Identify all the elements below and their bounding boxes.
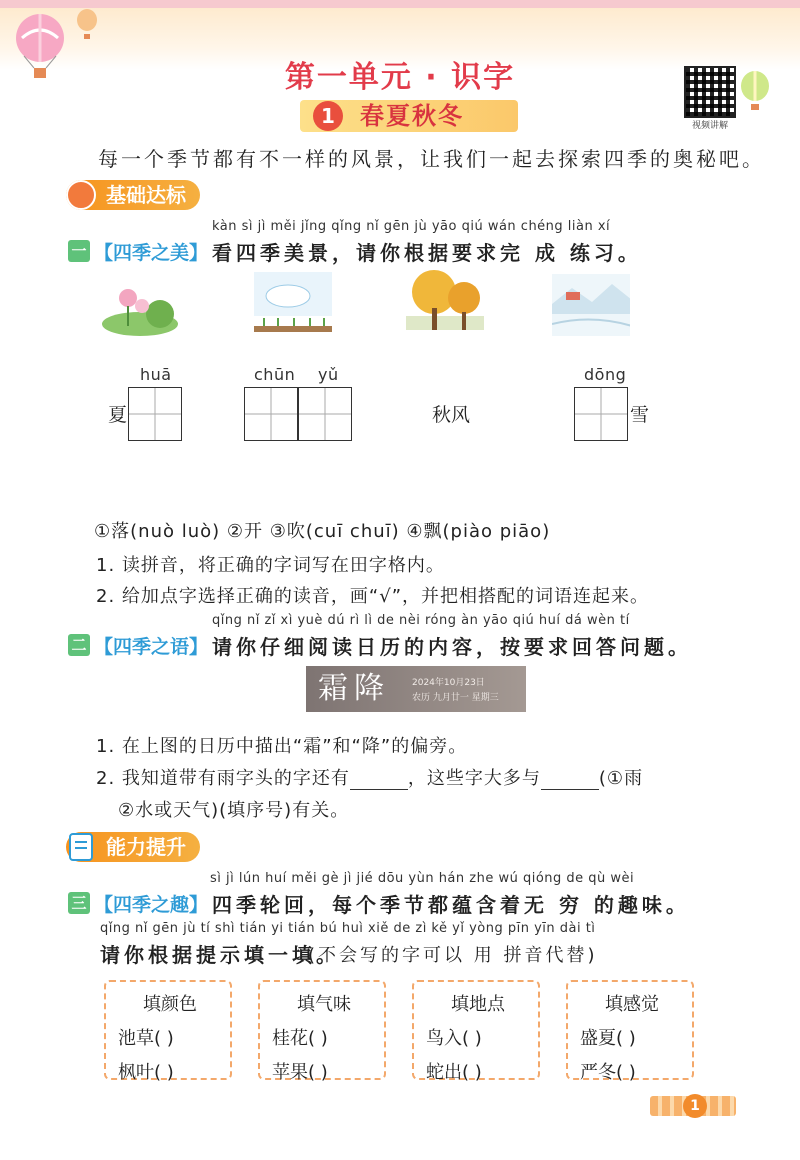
fill-box-feeling xyxy=(566,980,694,1083)
calendar-date: 2024年10月23日 xyxy=(412,678,485,688)
autumn-tree-picture-icon xyxy=(406,268,484,330)
box2-pinyin-a: chūn xyxy=(254,365,296,384)
q1-item1: 1. 读拼音，将正确的字词写在田字格内。 xyxy=(96,555,445,576)
q1-pinyin: kàn sì jì měi jǐng qǐng nǐ gēn jù yāo qiú wán chéng liàn xí xyxy=(212,219,611,234)
lotus-picture-icon xyxy=(100,276,178,338)
q2-item1: 1. 在上图的日历中描出“霜”和“降”的偏旁。 xyxy=(96,736,468,757)
q2-item2-a: 2. 我知道带有雨字头的字还有 xyxy=(96,768,350,789)
box-heading: 填气味 xyxy=(297,994,351,1015)
box2-pinyin-b: yǔ xyxy=(318,365,339,384)
box-heading: 填感觉 xyxy=(605,994,659,1015)
q2-text: 请你仔细阅读日历的内容，按要求回答问题。 xyxy=(212,635,692,659)
medal-icon xyxy=(66,180,96,210)
q2-pinyin: qǐng nǐ zǐ xì yuè dú rì lì de nèi róng àn yāo qiú huí dá wèn tí xyxy=(212,613,630,628)
q3-tag: 【四季之趣】 xyxy=(94,894,209,916)
lesson-number: 1 xyxy=(313,101,343,131)
q1-item2: 2. 给加点字选择正确的读音，画“√”，并把相搭配的词语连起来。 xyxy=(96,586,650,607)
blank-rain-chars[interactable] xyxy=(350,771,408,790)
q2-tag: 【四季之语】 xyxy=(94,636,209,658)
section-label: 基础达标 xyxy=(106,183,186,207)
q3-pinyin2: qǐng nǐ gēn jù tí shì tián yi tián bú huì xiě de zì kě yǐ yòng pīn yīn dài tì xyxy=(100,921,596,936)
fill-item[interactable]: 池草( ) xyxy=(118,1028,174,1049)
fill-box-smell xyxy=(258,980,386,1083)
fill-item[interactable]: 枫叶( ) xyxy=(118,1062,174,1083)
char-snow: 雪 xyxy=(630,404,650,426)
q1-text: 看四季美景，请你根据要求完 成 练习。 xyxy=(212,241,642,265)
phrase-autumn-wind: 秋风 xyxy=(432,404,471,426)
fill-item[interactable]: 桂花( ) xyxy=(272,1028,328,1049)
q3-text1: 四季轮回，每个季节都蕴含着无 穷 的趣味。 xyxy=(212,893,690,917)
qr-label: 视频讲解 xyxy=(691,121,728,131)
qr-code-icon[interactable] xyxy=(684,66,736,118)
tian-grid-2a[interactable] xyxy=(244,387,298,441)
lesson-title: 春夏秋冬 xyxy=(360,102,464,130)
fill-box-place xyxy=(412,980,540,1083)
box-heading: 填地点 xyxy=(451,994,505,1015)
fill-item[interactable]: 盛夏( ) xyxy=(580,1028,636,1049)
q2-number: 二 xyxy=(68,634,90,656)
tian-grid-4[interactable] xyxy=(574,387,628,441)
q2-item2-b: ，这些字大多与 xyxy=(407,768,541,789)
q1-number: 一 xyxy=(68,240,90,262)
q3-text2: 请你根据提示填一填。 xyxy=(100,943,340,967)
fill-box-color xyxy=(104,980,232,1083)
q3-number: 三 xyxy=(68,892,90,914)
tian-grid-1[interactable] xyxy=(128,387,182,441)
tian-grid-2b[interactable] xyxy=(298,387,352,441)
q3-text2-note: (不会写的字可以 用 拼音代替) xyxy=(308,945,598,966)
page-number: 1 xyxy=(683,1094,707,1118)
notebook-icon xyxy=(66,831,98,863)
q2-item2-c: (①雨 xyxy=(598,768,644,789)
calendar-term: 霜降 xyxy=(318,671,390,706)
char-summer: 夏 xyxy=(108,404,128,426)
q3-pinyin1: sì jì lún huí měi gè jì jié dōu yùn hán zhe wú qióng de qù wèi xyxy=(210,871,635,886)
q1-options: ①落(nuò luò) ②开 ③吹(cuī chuī) ④飘(piào piāo) xyxy=(94,521,551,542)
blank-sequence[interactable] xyxy=(541,771,599,790)
snow-scene-picture-icon xyxy=(552,274,630,336)
fill-item[interactable]: 苹果( ) xyxy=(272,1062,328,1083)
cloud-seedlings-picture-icon xyxy=(254,272,332,334)
fill-item[interactable]: 鸟入( ) xyxy=(426,1028,482,1049)
fill-item[interactable]: 蛇出( ) xyxy=(426,1062,482,1083)
q2-item2-line xyxy=(96,764,643,790)
calendar-lunar: 农历 九月廿一 星期三 xyxy=(412,693,499,703)
q1-tag: 【四季之美】 xyxy=(94,242,209,264)
box4-pinyin: dōng xyxy=(584,365,627,384)
fill-item[interactable]: 严冬( ) xyxy=(580,1062,636,1083)
intro-text: 每一个季节都有不一样的风景，让我们一起去探索四季的奥秘吧。 xyxy=(98,147,765,171)
header-stripe xyxy=(0,0,800,8)
box-heading: 填颜色 xyxy=(143,994,197,1015)
small-balloon-icon xyxy=(74,8,100,42)
section-label: 能力提升 xyxy=(106,835,186,859)
box1-pinyin: huā xyxy=(140,365,172,384)
unit-title: 第一单元 · 识字 xyxy=(284,60,516,95)
q2-item2-d: ②水或天气)(填序号)有关。 xyxy=(118,800,350,821)
